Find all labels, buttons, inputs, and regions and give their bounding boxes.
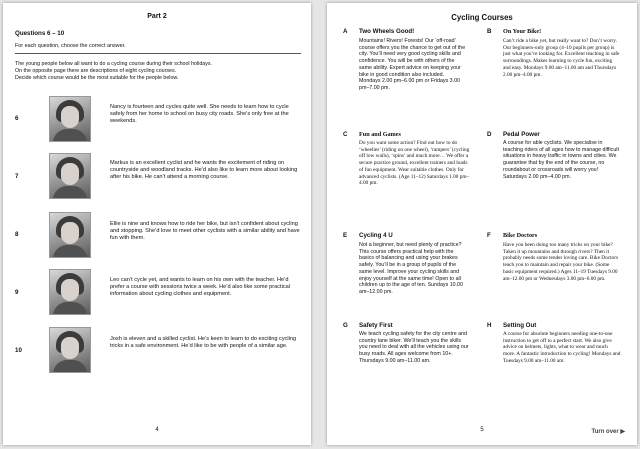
intro-line: On the opposite page there are descriptions of eight cycling courses. (15, 68, 177, 74)
course-description: Not a beginner, but need plenty of practice? This course offers practical help with the basics of balancing and using your brakes safely. You’ll be in a group of pupils of the same level. Improve your cycling skills and enjoy yourself at the same time! Open to all children up to the age of ten. Sundays 10.00 am–12.00 pm. (359, 242, 463, 295)
right-page (327, 3, 637, 445)
course-name: Bike Doctors (503, 232, 538, 239)
course-description: Have you been doing too many tricks on your bike? Taken it up mountains and through rivers? Then it probably needs some tender loving care. Bike Doctors teach you to maintain and repair your bike. (Some basic equipment required.) Ages 11–19 Tuesdays 9.00 am–12.00 pm or Wednesdays 3.00 pm–6.00 pm. (503, 242, 619, 282)
course-letter: A (343, 28, 348, 35)
course-name: Setting Out (503, 322, 537, 329)
page-title: Cycling Courses (451, 13, 513, 22)
course-name: Cycling 4 U (359, 232, 393, 239)
intro-line: The young people below all want to do a cycling course during their school holidays. (15, 61, 212, 67)
course-name: Two Wheels Good! (359, 28, 415, 35)
course-letter: F (487, 232, 491, 239)
question-number: 10 (15, 347, 22, 354)
course-name: Fun and Games (359, 131, 401, 138)
nancy-photo (49, 96, 91, 142)
course-description: We teach cycling safety for the city centre and country lane biker. We’ll teach you the skills you need to deal with all the vehicles using our busy roads. All ages welcome from 10+. Thursdays 9.00 am–11.00 am. (359, 331, 469, 364)
course-description: Can’t ride a bike yet, but really want to? Don’t worry. Our beginners-only group (4–10 pupils per group) is just what you’re looking for. Excellent teaching in safe surroundings. Makes learning to cycle fun, exciting and easy. Mondays 9.00 am–11.00 am and Thursdays 2.00 pm–4.00 pm. (503, 38, 620, 78)
question-number: 9 (15, 289, 19, 296)
course-letter: E (343, 232, 348, 239)
turn-over-label: Turn over ▶ (591, 429, 625, 435)
question-number: 7 (15, 173, 19, 180)
question-text: Nancy is fourteen and cycles quite well. She needs to learn how to cycle safely from her home to school on busy city roads. She’s only free at the weekends. (110, 104, 289, 125)
course-description: Do you want some action? Find out how to do ‘wheelies’ (riding on one wheel), ‘rampers’ (cycling off low walls), ‘spins’ and much more… We offer a secure practice ground, excellent trainers and loads of fun equipment. Wear suitable clothes. Only for advanced cyclists. (Age 11–12) Saturdays 1.00 pm–4.00 pm. (359, 140, 470, 187)
left-page (3, 3, 311, 445)
course-letter: H (487, 322, 492, 329)
course-name: Pedal Power (503, 131, 540, 138)
page-number: 5 (480, 427, 484, 433)
page-number: 4 (155, 427, 159, 433)
course-letter: G (343, 322, 348, 329)
question-number: 8 (15, 231, 19, 238)
ellie-photo (49, 212, 91, 258)
part-title: Part 2 (147, 13, 167, 20)
questions-title: Questions 6 – 10 (15, 30, 65, 37)
josh-photo (49, 327, 91, 373)
intro-line: Decide which course would be the most suitable for the people below. (15, 75, 179, 81)
course-name: On Your Bike! (503, 28, 542, 35)
course-description: A course for able cyclists. We specialise in teaching riders of all ages how to manage difficult situations in heavy traffic in towns and cities. We guarantee that by the end of the course, no roundabout or crossroads will worry you! Saturdays 2.00 pm–4.00 pm. (503, 140, 619, 180)
course-description: A course for absolute beginners needing one-to-one instruction to get off to a perfect start. We also give advice on helmets, lights, what to wear and much more. A fantastic introduction to cycling! Mondays and Tuesdays 9.00 am–11.00 am. (503, 331, 621, 364)
markus-photo (49, 153, 91, 199)
intro-text (15, 61, 297, 82)
course-letter: B (487, 28, 492, 35)
instruction-text: For each question, choose the correct answer. (15, 43, 126, 49)
question-text: Ellie is nine and knows how to ride her bike, but isn’t confident about cycling and stopping. She’d love to meet other cyclists with a similar ability and have fun with them. (110, 221, 300, 242)
course-letter: C (343, 131, 348, 138)
course-description: Mountains! Rivers! Forests! Our ‘off-road’ course offers you the chance to get out of the city. You’ll need very good cycling skills and confidence. You will be with others of the same ability. Expert advice on keeping your bike in good condition also included. Mondays 2.00 pm–6.00 pm or Fridays 3.00 pm–7.00 pm. (359, 38, 466, 91)
leo-photo (49, 269, 91, 315)
question-number: 6 (15, 115, 19, 122)
question-text: Josh is eleven and a skilled cyclist. He’s keen to learn to do exciting cycling tricks in a safe environment. He’d like to be with people of a similar age. (110, 336, 297, 350)
question-text: Leo can’t cycle yet, and wants to learn on his own with the teacher. He’d prefer a course with sessions twice a week. He’d also like some practical information about cycling clothes and equipment. (110, 277, 291, 298)
question-text: Markus is an excellent cyclist and he wants the excitement of riding on countryside and woodland tracks. He’d also like to learn more about looking after his bike. He can’t attend a morning course. (110, 160, 298, 181)
divider (15, 53, 301, 54)
course-letter: D (487, 131, 492, 138)
course-name: Safety First (359, 322, 393, 329)
